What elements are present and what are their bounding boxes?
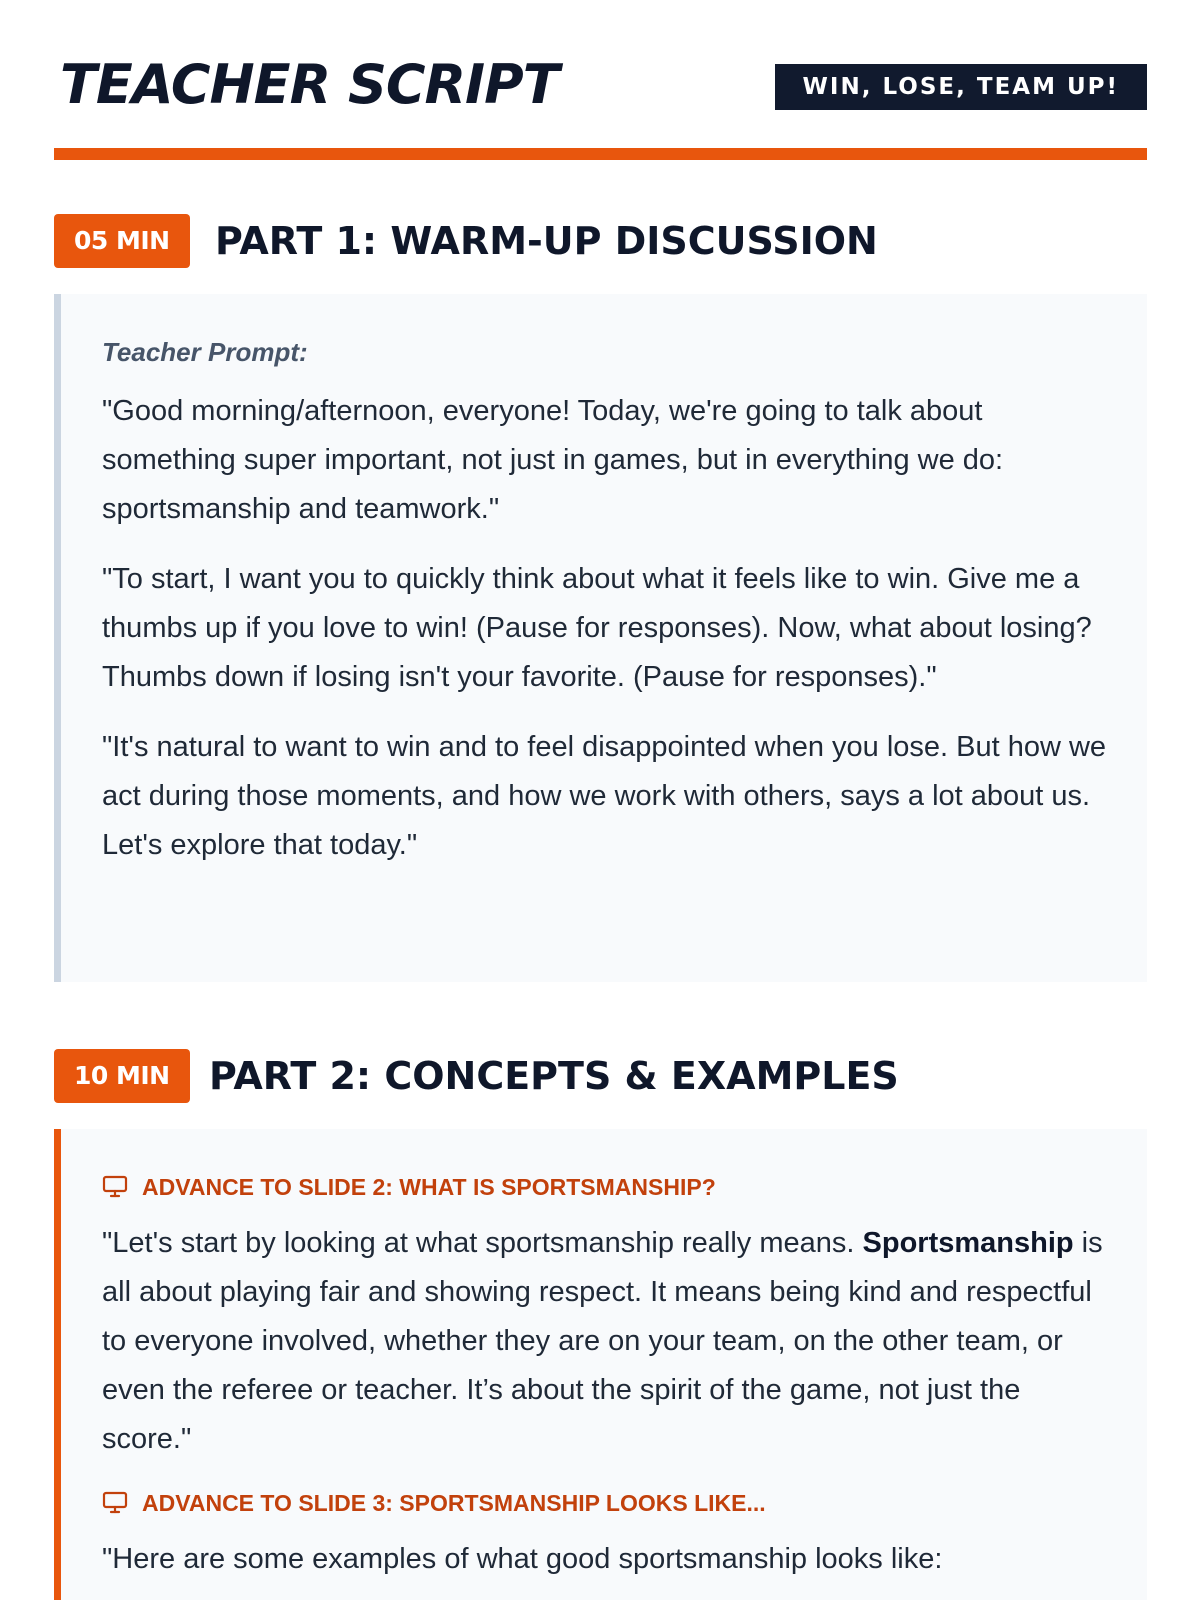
monitor-icon	[102, 1175, 128, 1199]
monitor-icon	[102, 1491, 128, 1515]
part2-title: PART 2: CONCEPTS & EXAMPLES	[209, 1054, 899, 1098]
slide-cue-label: ADVANCE TO SLIDE 2: WHAT IS SPORTSMANSHIP?	[142, 1174, 716, 1200]
page-header	[54, 40, 1147, 160]
paragraph-text: "Let's start by looking at what sportsmanship really means.	[102, 1227, 863, 1259]
key-term: Sportsmanship	[862, 1227, 1074, 1259]
part2-script-box	[54, 1129, 1147, 1600]
part1-paragraph: "It's natural to want to win and to feel disappointed when you lose. But how we act during those moments, and how we work with others, says a lot about us. Let's explore that today."	[102, 731, 1107, 861]
part2-paragraph: "Here are some examples of what good sportsmanship looks like:	[102, 1543, 943, 1575]
slide-cue	[102, 1169, 1107, 1205]
slide-cue-label: ADVANCE TO SLIDE 3: SPORTSMANSHIP LOOKS LIKE...	[142, 1490, 766, 1516]
part1-title: PART 1: WARM-UP DISCUSSION	[215, 219, 878, 263]
slide-cue	[102, 1485, 1107, 1521]
lesson-badge: WIN, LOSE, TEAM UP!	[775, 64, 1147, 110]
part1-time-badge: 05 MIN	[54, 214, 190, 268]
paragraph-text: is all about playing fair and showing respect. It means being kind and respectful to everyone involved, whether they are on your team, on the other team, or even the referee or teacher. It’s about the spirit of the game, not just the score."	[102, 1227, 1103, 1455]
part1-heading	[54, 214, 1147, 268]
part2-paragraph	[102, 1219, 1107, 1464]
page-title: TEACHER SCRIPT	[60, 53, 559, 116]
part2-heading	[54, 1049, 1147, 1103]
part1-paragraph: "To start, I want you to quickly think about what it feels like to win. Give me a thumbs up if you love to win! (Pause for responses). Now, what about losing? Thumbs down if losing isn't your favorite. (Pause for responses)."	[102, 563, 1092, 693]
part2-time-badge: 10 MIN	[54, 1049, 190, 1103]
teacher-prompt-label: Teacher Prompt:	[102, 337, 308, 367]
part1-paragraph: "Good morning/afternoon, everyone! Today, we're going to talk about something super important, not just in games, but in everything we do: sportsmanship and teamwork."	[102, 395, 1004, 525]
header-divider	[54, 148, 1147, 160]
part1-script-box	[54, 294, 1147, 982]
